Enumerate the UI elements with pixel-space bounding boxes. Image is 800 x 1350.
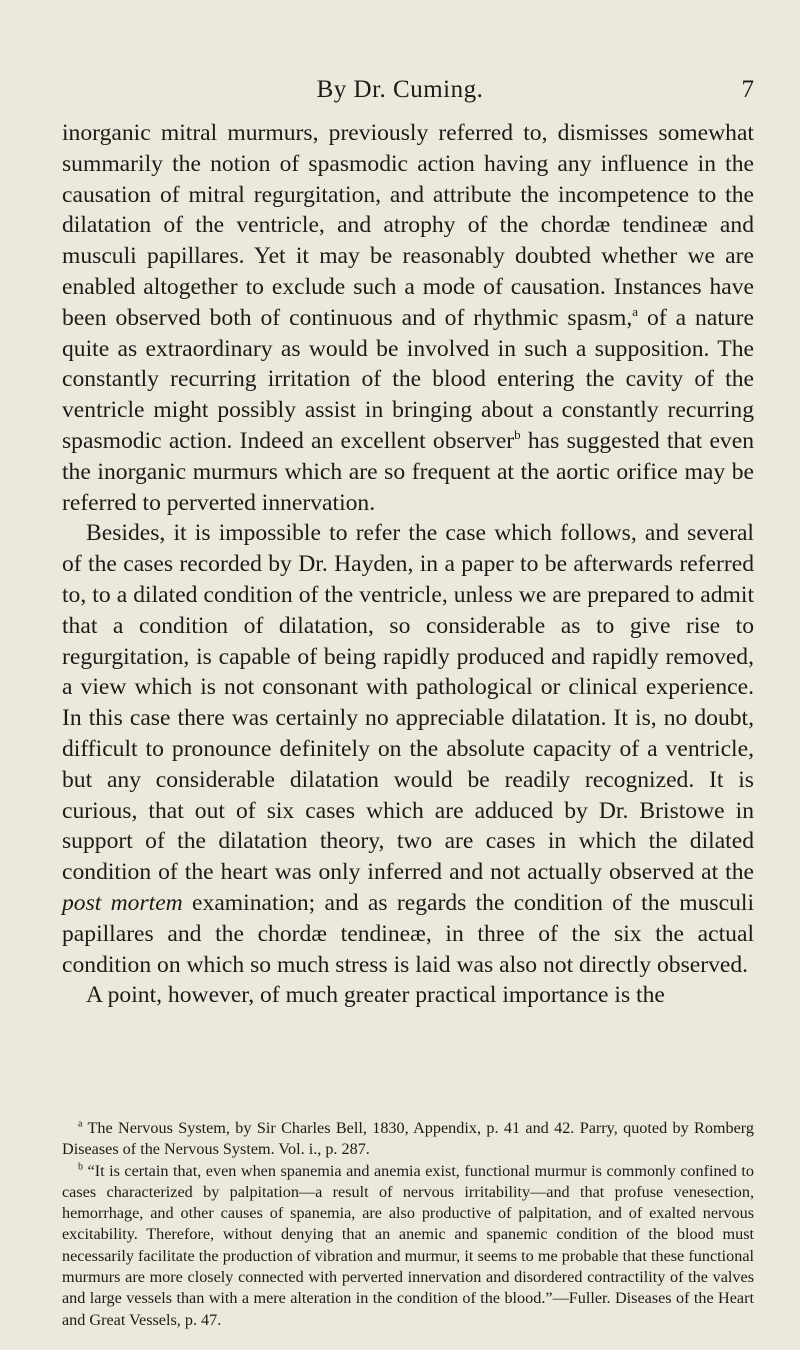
footnote-ref-a: a xyxy=(632,303,639,319)
paragraph-1-text-a: inorganic mitral murmurs, previously referred to, dismisses somewhat summarily the notion of spasmodic action having any influence in the causation of mitral regurgitation, and attribute the incompetence to the dilatation of the ventricle, and atrophy of the chordæ tendineæ and musculi papillares. Yet it may be reasonably doubted whether we are enabled altogether to exclude such a mode of causation. Instances have been observed both of continuous and of rhythmic spasm, xyxy=(62,120,754,331)
paragraph-1-text-b: of a nature quite as extraordinary as would be involved in such a supposition. The constantly recurring irritation of the blood entering the cavity of the ventricle might possibly assist in bringing about a constantly recurring spasmodic action. Indeed an excellent observer xyxy=(62,304,754,454)
footnotes xyxy=(62,1118,754,1331)
post-mortem-italic: post mortem xyxy=(62,889,183,916)
footnote-b-text: “It is certain that, even when spanemia and anemia exist, functional murmur is commonly confined to cases characterized by palpitation—a result of nervous irritability—and that profuse venesection, hemorrhage, and other causes of spanemia, are also productive of palpitation, and of exalted nervous excitability. Therefore, without denying that an anemic and spanemic condition of the blood must necessarily facilitate the production of vibration and murmur, it seems to me probable that these functional murmurs are more closely connected with perverted innervation and disordered contractility of the valves and large vessels than with a mere alteration in the condition of the blood.”—Fuller. Diseases of the Heart and Great Vessels, p. 47. xyxy=(62,1161,754,1329)
paragraph-1-text-c: has suggested that even the inorganic murmurs which are so frequent at the aortic orifice may be referred to perverted innervation. xyxy=(62,427,755,516)
footnote-a xyxy=(62,1118,754,1161)
body-text xyxy=(62,118,754,1011)
footnote-a-text: The Nervous System, by Sir Charles Bell, 1830, Appendix, p. 41 and 42. Parry, quoted by Romberg Diseases of the Nervous System. Vol. i., p. 287. xyxy=(62,1119,754,1159)
paragraph-2-text-b: examination; and as regards the condition of the musculi papillares and the chordæ tendineæ, in three of the six the actual condition on which so much stress is laid was also not directly observed. xyxy=(62,889,754,978)
page-header xyxy=(0,76,800,112)
footnote-b-mark: b xyxy=(78,1161,83,1173)
paragraph-3 xyxy=(62,980,754,1011)
footnote-b xyxy=(62,1161,754,1331)
page-number: 7 xyxy=(741,76,754,103)
paragraph-2 xyxy=(62,518,754,980)
paragraph-3-text: A point, however, of much greater practical importance is the xyxy=(86,982,665,1009)
footnote-a-mark: a xyxy=(78,1118,83,1130)
paragraph-1 xyxy=(62,118,754,518)
paragraph-2-text-a: Besides, it is impossible to refer the case which follows, and several of the cases recorded by Dr. Hayden, in a paper to be afterwards referred to, to a dilated condition of the ventricle, unless we are prepared to admit that a condition of dilatation, so considerable as to give rise to regurgitation, is capable of being rapidly produced and rapidly removed, a view which is not consonant with pathological or clinical experience. In this case there was certainly no appreciable dilatation. It is, no doubt, difficult to pronounce definitely on the absolute capacity of a ventricle, but any considerable dilatation would be readily recognized. It is curious, that out of six cases which are adduced by Dr. Bristowe in support of the dilatation theory, two are cases in which the dilated condition of the heart was only inferred and not actually observed at the xyxy=(62,520,754,886)
running-head: By Dr. Cuming. xyxy=(316,76,484,103)
footnote-ref-b: b xyxy=(514,427,521,443)
